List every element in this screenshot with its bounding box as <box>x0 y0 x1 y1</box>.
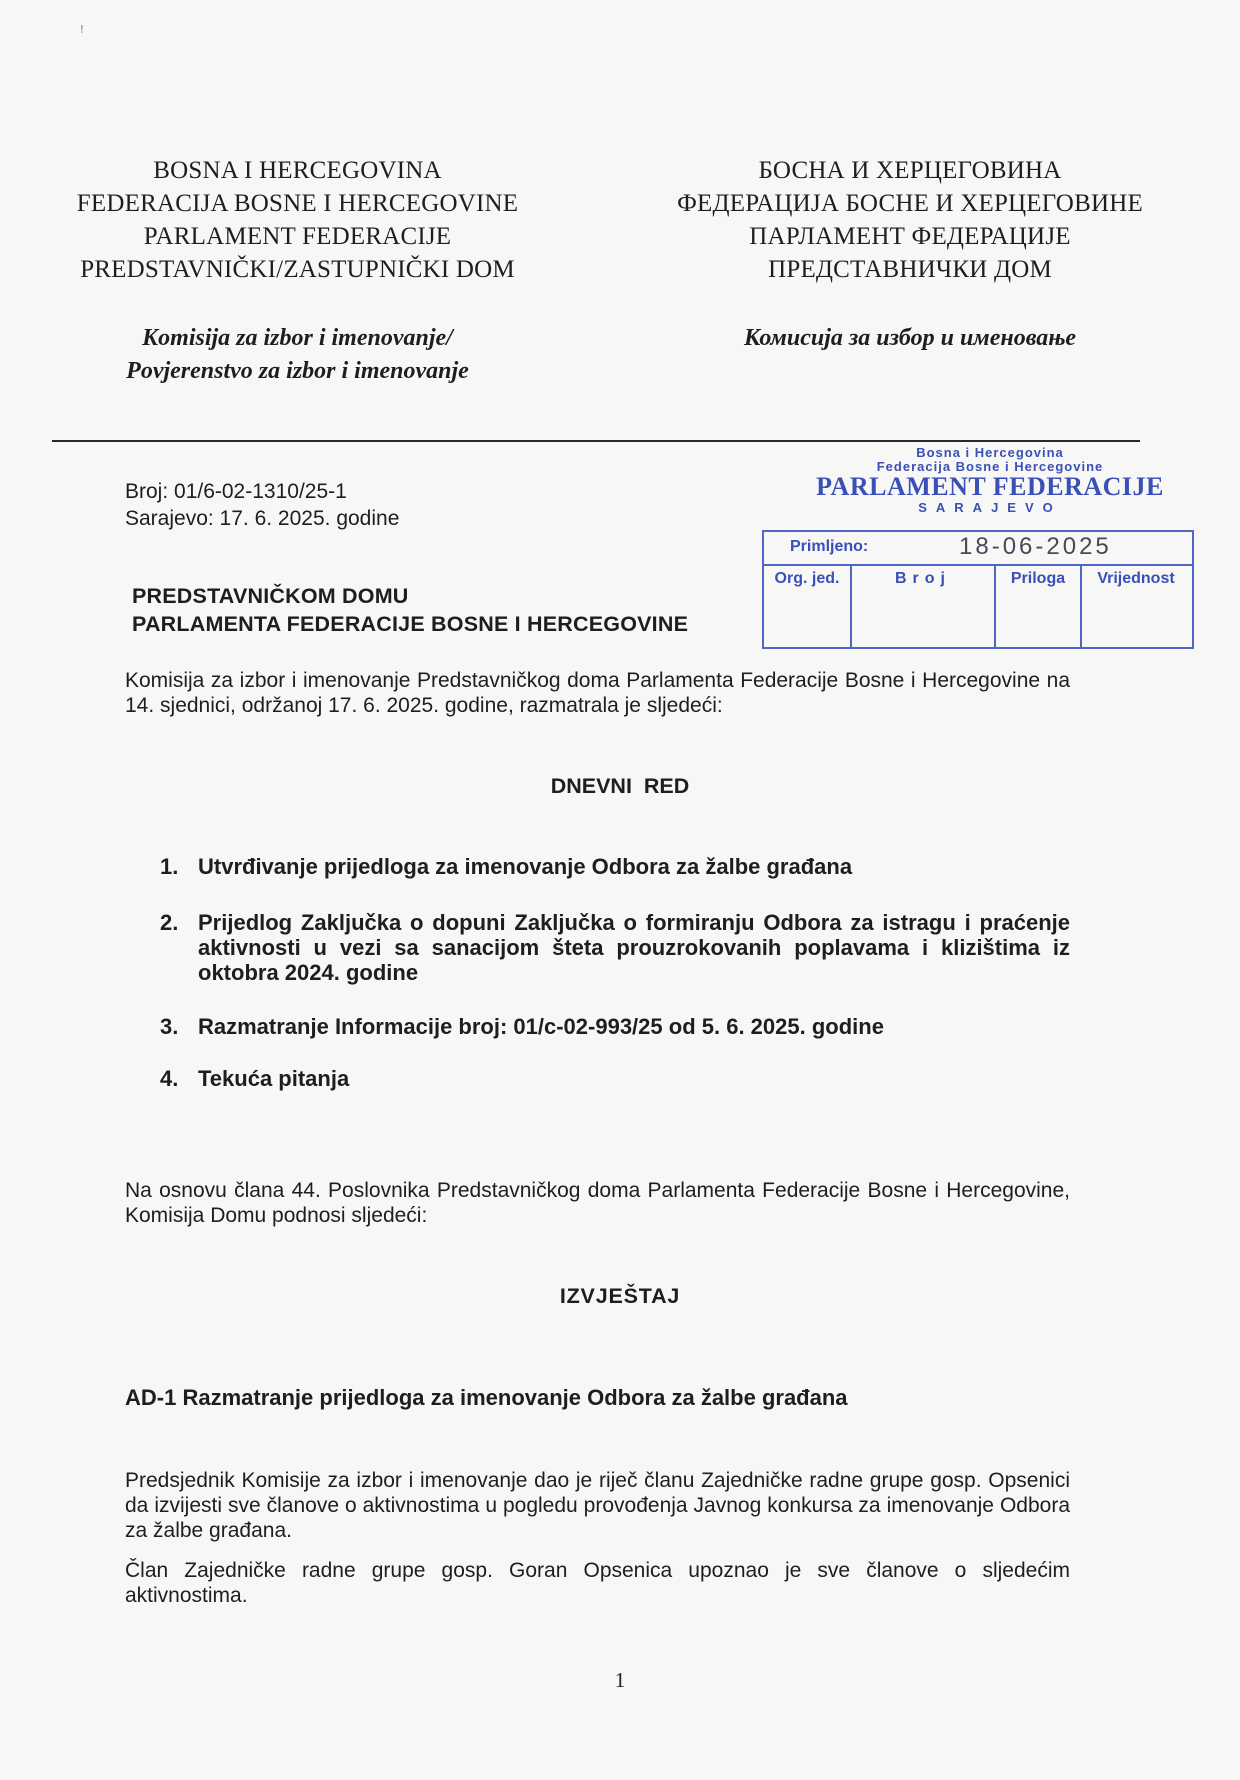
recipient-line: PREDSTAVNIČKOM DOMU <box>132 584 409 608</box>
agenda-item-text: Prijedlog Zaključka o dopuni Zaključka o formiranju Odbora za istragu i praćenje aktivnosti u vezi sa sanacijom šteta prouzrokovanih poplavama i klizištima iz oktobra 2024. godine <box>198 910 1070 985</box>
stamp-cell-vrijednost <box>1082 566 1190 647</box>
agenda-item-number: 2. <box>160 910 179 935</box>
stamp-line: SARAJEVO <box>918 500 1062 515</box>
commission-name-cyrillic: Комисија за избор и именовање <box>743 325 1077 351</box>
document-meta <box>125 478 399 532</box>
agenda-item-text: Utvrđivanje prijedloga za imenovanje Odbora za žalbe građana <box>198 854 853 879</box>
agenda-item-number: 3. <box>160 1014 179 1039</box>
stamp-received-label: Primljeno: <box>790 538 869 555</box>
document-number: Broj: 01/6-02-1310/25-1 <box>125 480 347 503</box>
stamp-line: Federacija Bosne i Hercegovine <box>876 459 1104 474</box>
stamp-cell-priloga <box>996 566 1082 647</box>
header-latin-line: PARLAMENT FEDERACIJE <box>143 223 452 250</box>
commission-name-latin <box>40 322 555 388</box>
recipient-line: PARLAMENTA FEDERACIJE BOSNE I HERCEGOVINE <box>132 612 689 636</box>
stamp-line: Bosna i Hercegovina <box>916 445 1064 460</box>
commission-line: Komisija za izbor i imenovanje/ <box>142 325 453 351</box>
stamp-received-date: 18-06-2025 <box>959 533 1112 560</box>
ad1-paragraph: Predsjednik Komisije za izbor i imenovanje dao je riječ članu Zajedničke radne grupe gosp. Opsenici da izvijesti sve članove o aktivnostima u pogledu provođenja Javnog konkursa za imenovanje Odbora za žalbe građana. <box>125 1469 1070 1542</box>
header-latin-line: BOSNA I HERCEGOVINA <box>153 157 442 184</box>
header-cyrillic-line: ФЕДЕРАЦИЈА БОСНЕ И ХЕРЦЕГОВИНЕ <box>677 190 1143 217</box>
header-latin-line: PREDSTAVNIČKI/ZASTUPNIČKI DOM <box>80 256 515 283</box>
stamp-col-label: Org. jed. <box>774 570 840 587</box>
agenda-item-number: 1. <box>160 854 179 879</box>
agenda-item-text: Razmatranje Informacije broj: 01/c-02-993/25 od 5. 6. 2025. godine <box>198 1014 884 1039</box>
agenda-title: DNEVNI RED <box>550 774 690 798</box>
scan-speck: ꜝ <box>80 26 84 42</box>
stamp-col-label: Priloga <box>1010 570 1066 587</box>
basis-paragraph: Na osnovu člana 44. Poslovnika Predstavničkog doma Parlamenta Federacije Bosne i Hercegovine, Komisija Domu podnosi sljedeći: <box>125 1179 1070 1227</box>
ad1-paragraph: Član Zajedničke radne grupe gosp. Goran Opsenica upoznao je sve članove o sljedećim aktivnostima. <box>125 1559 1070 1607</box>
stamp-cell-org <box>764 566 852 647</box>
agenda-item-text: Tekuća pitanja <box>198 1066 350 1091</box>
stamp-line: PARLAMENT FEDERACIJE <box>816 472 1164 501</box>
ad1-heading: AD-1 Razmatranje prijedloga za imenovanje Odbora za žalbe građana <box>125 1385 848 1410</box>
received-stamp-header <box>780 446 1200 516</box>
stamp-cell-broj <box>852 566 996 647</box>
stamp-col-label: Vrijednost <box>1097 570 1175 587</box>
recipient <box>132 582 688 638</box>
header-latin-line: FEDERACIJA BOSNE I HERCEGOVINE <box>76 190 519 217</box>
header-divider <box>52 440 1140 442</box>
header-cyrillic <box>640 154 1180 286</box>
header-cyrillic-line: ПАРЛАМЕНТ ФЕДЕРАЦИЈЕ <box>749 223 1071 250</box>
page-number: 1 <box>614 1668 626 1692</box>
stamp-received-row <box>764 532 1192 566</box>
document-place-date: Sarajevo: 17. 6. 2025. godine <box>125 507 400 530</box>
agenda-item-number: 4. <box>160 1066 179 1091</box>
received-stamp-box <box>762 530 1194 649</box>
report-title: IZVJEŠTAJ <box>559 1284 681 1308</box>
header-cyrillic-line: БОСНА И ХЕРЦЕГОВИНА <box>758 157 1062 184</box>
header-latin <box>40 154 555 286</box>
stamp-col-label: Broj <box>895 570 951 587</box>
commission-line: Povjerenstvo za izbor i imenovanje <box>126 358 469 384</box>
header-cyrillic-line: ПРЕДСТАВНИЧКИ ДОМ <box>768 256 1052 283</box>
intro-paragraph: Komisija za izbor i imenovanje Predstavničkog doma Parlamenta Federacije Bosne i Hercegovine na 14. sjednici, održanoj 17. 6. 2025. godine, razmatrala je sljedeći: <box>125 669 1070 717</box>
